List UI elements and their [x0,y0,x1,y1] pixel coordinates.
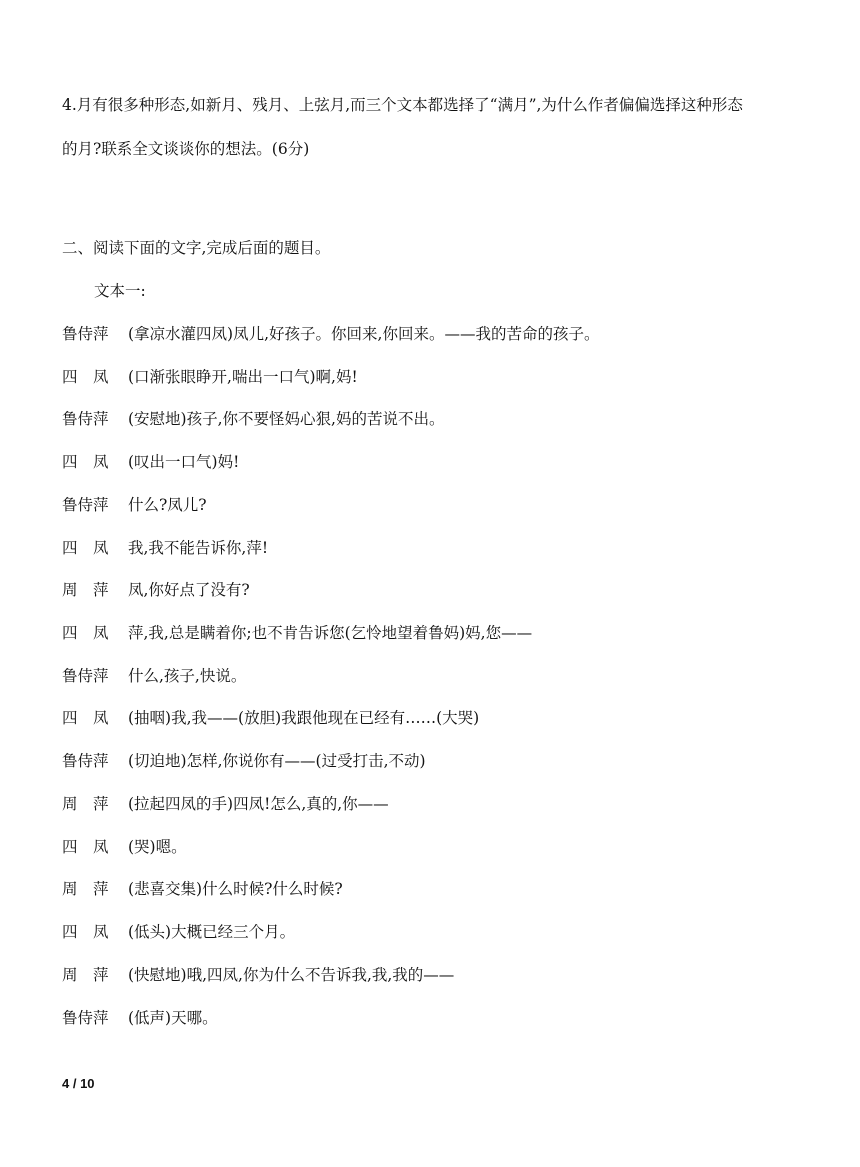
section-heading: 二、阅读下面的文字,完成后面的题目。 [62,239,331,257]
line-text: (悲喜交集)什么时候?什么时候? [128,880,343,898]
speaker: 四 凤 [62,709,109,727]
line-text: 什么?凤儿? [128,496,207,514]
line-text: (叹出一口气)妈! [128,453,240,471]
speaker: 四 凤 [62,838,109,856]
line-text: (哭)嗯。 [128,838,187,856]
speaker: 鲁侍萍 [62,410,109,428]
line-text: (切迫地)怎样,你说你有——(过受打击,不动) [128,752,426,770]
speaker: 周 萍 [62,581,109,599]
line-text: 萍,我,总是瞒着你;也不肯告诉您(乞怜地望着鲁妈)妈,您—— [128,624,533,642]
line-text: (安慰地)孩子,你不要怪妈心狠,妈的苦说不出。 [128,410,445,428]
speaker: 鲁侍萍 [62,1009,109,1027]
line-text: (拉起四凤的手)四凤!怎么,真的,你—— [128,795,389,813]
line-text: (抽咽)我,我——(放胆)我跟他现在已经有……(大哭) [128,709,480,727]
text-one-label: 文本一: [94,282,146,300]
line-text: (快慰地)哦,四凤,你为什么不告诉我,我,我的—— [128,966,455,984]
speaker: 周 萍 [62,880,109,898]
question-4-line-2: 的月?联系全文谈谈你的想法。(6分) [62,140,310,158]
speaker: 四 凤 [62,539,109,557]
page-number: 4 / 10 [62,1076,95,1091]
line-text: 我,我不能告诉你,萍! [128,539,269,557]
speaker: 四 凤 [62,453,109,471]
line-text: 什么,孩子,快说。 [128,667,247,685]
line-text: (低声)天哪。 [128,1009,218,1027]
speaker: 四 凤 [62,368,109,386]
speaker: 鲁侍萍 [62,752,109,770]
speaker: 四 凤 [62,923,109,941]
speaker: 周 萍 [62,795,109,813]
speaker: 鲁侍萍 [62,667,109,685]
line-text: (拿凉水灌四凤)凤儿,好孩子。你回来,你回来。——我的苦命的孩子。 [128,325,600,343]
line-text: (低头)大概已经三个月。 [128,923,296,941]
line-text: 凤,你好点了没有? [128,581,250,599]
speaker: 四 凤 [62,624,109,642]
line-text: (口渐张眼睁开,喘出一口气)啊,妈! [128,368,358,386]
speaker: 鲁侍萍 [62,325,109,343]
speaker: 鲁侍萍 [62,496,109,514]
question-4-line-1: 4.月有很多种形态,如新月、残月、上弦月,而三个文本都选择了“满月”,为什么作者偏偏选择这种形态 [62,96,743,114]
speaker: 周 萍 [62,966,109,984]
